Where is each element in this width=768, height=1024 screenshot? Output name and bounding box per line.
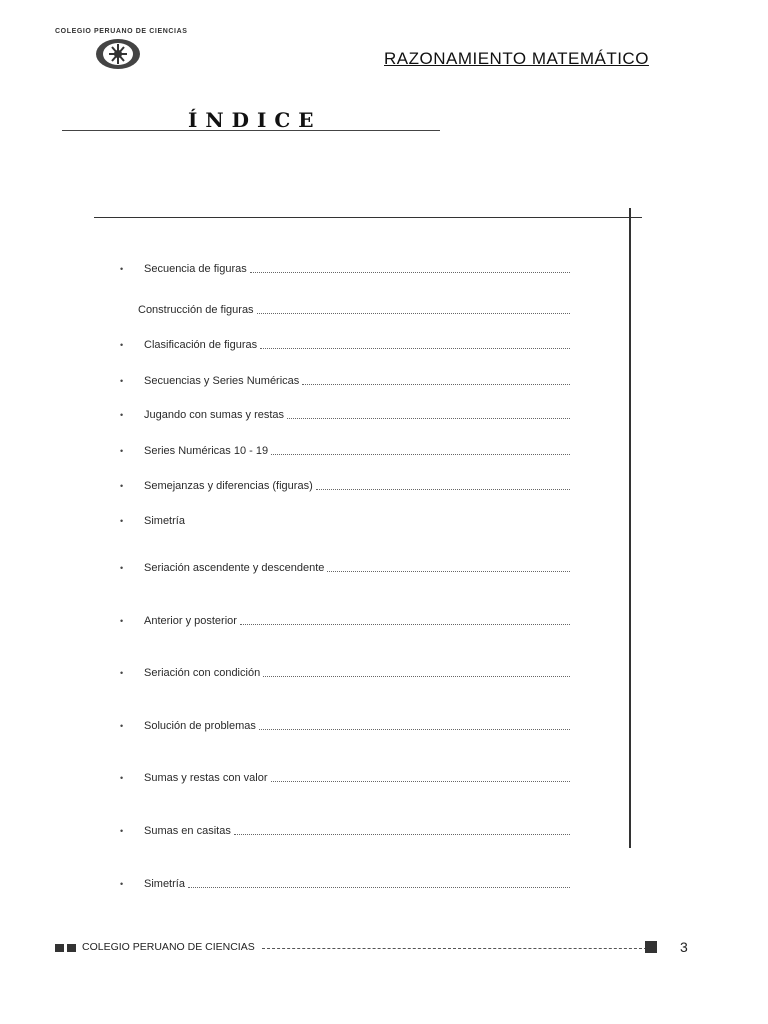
- page-number: 3: [680, 939, 688, 955]
- toc-label: Sumas en casitas: [144, 825, 231, 837]
- toc-item: [120, 260, 570, 278]
- index-title: ÍNDICE: [188, 108, 322, 132]
- dot-leader: [250, 272, 570, 273]
- title-rule: [62, 130, 440, 131]
- bullet: •: [120, 410, 124, 420]
- toc-label: Secuencias y Series Numéricas: [144, 375, 300, 387]
- toc-label: Anterior y posterior: [144, 615, 237, 627]
- dot-leader: [260, 348, 570, 349]
- toc-label: Solución de problemas: [144, 720, 256, 732]
- bullet: •: [120, 879, 124, 889]
- school-crest-icon: [94, 37, 142, 71]
- dot-leader: [257, 313, 570, 314]
- frame-top-rule: [94, 217, 642, 218]
- bullet: •: [120, 516, 124, 526]
- bullet: •: [120, 446, 124, 456]
- dot-leader: [259, 729, 570, 730]
- toc-label: Simetría: [144, 878, 185, 890]
- footer-square-icon: [645, 941, 657, 953]
- toc-label: Series Numéricas 10 - 19: [144, 445, 269, 457]
- bullet: •: [120, 721, 124, 731]
- toc-label: Secuencia de figuras: [144, 263, 247, 275]
- school-name-header: COLEGIO PERUANO DE CIENCIAS: [55, 28, 188, 35]
- bullet: •: [120, 563, 124, 573]
- toc-item: [120, 442, 570, 460]
- dot-leader: [263, 676, 570, 677]
- toc-item: [120, 717, 570, 735]
- dot-leader: [327, 571, 570, 572]
- toc-item: [120, 301, 570, 319]
- bullet: •: [120, 340, 124, 350]
- dot-leader: [302, 384, 570, 385]
- toc-item: [120, 477, 570, 495]
- toc-label: Seriación con condición: [144, 667, 261, 679]
- toc-item: [120, 822, 570, 840]
- toc-label: Sumas y restas con valor: [144, 772, 268, 784]
- toc-item: [120, 336, 570, 354]
- dot-leader: [188, 887, 570, 888]
- toc-item: [120, 406, 570, 424]
- bullet: •: [120, 264, 124, 274]
- dot-leader: [287, 418, 570, 419]
- bullet: •: [120, 376, 124, 386]
- bullet: •: [120, 616, 124, 626]
- bullet: •: [120, 826, 124, 836]
- toc-item: [120, 512, 570, 530]
- toc-label: Semejanzas y diferencias (figuras): [144, 480, 313, 492]
- toc-item: [120, 372, 570, 390]
- footer-school-name: COLEGIO PERUANO DE CIENCIAS: [82, 941, 255, 953]
- toc-label: Construcción de figuras: [138, 304, 254, 316]
- toc-item: [120, 664, 570, 682]
- dot-leader: [234, 834, 570, 835]
- toc-label: Simetría: [144, 515, 185, 527]
- dot-leader: [271, 454, 570, 455]
- bullet: •: [120, 481, 124, 491]
- dot-leader: [271, 781, 571, 782]
- footer-logo-icon: [55, 944, 77, 952]
- toc-item: [120, 769, 570, 787]
- subject-title: RAZONAMIENTO MATEMÁTICO: [384, 49, 649, 68]
- bullet: •: [120, 773, 124, 783]
- toc-item: [120, 559, 570, 577]
- toc-label: Seriación ascendente y descendente: [144, 562, 325, 574]
- bullet: •: [120, 668, 124, 678]
- toc-item: [120, 612, 570, 630]
- dot-leader: [316, 489, 570, 490]
- frame-right-rule: [629, 208, 631, 848]
- toc-item: [120, 875, 570, 893]
- dot-leader: [240, 624, 570, 625]
- toc-label: Clasificación de figuras: [144, 339, 258, 351]
- footer-rule: [262, 948, 647, 949]
- toc-label: Jugando con sumas y restas: [144, 409, 285, 421]
